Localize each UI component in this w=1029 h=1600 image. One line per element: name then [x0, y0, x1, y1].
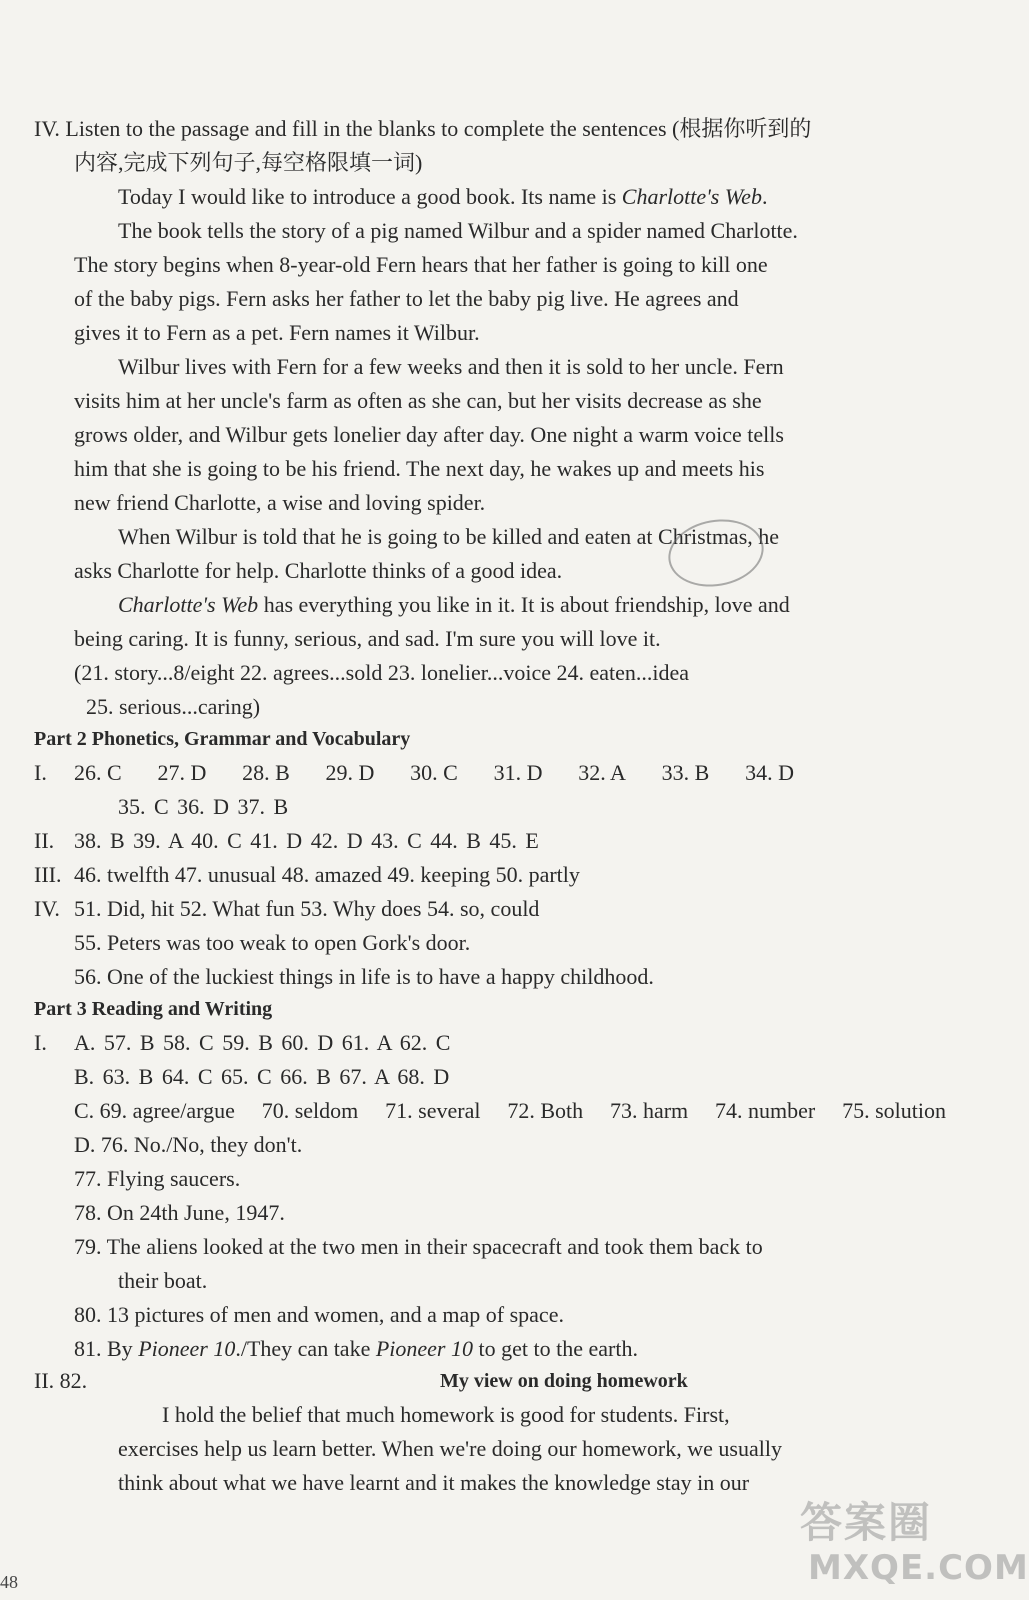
part2-iv-line2: 55. Peters was too weak to open Gork's door.	[74, 930, 471, 955]
part2-ii-line: 38. B 39. A 40. C 41. D 42. D 43. C 44. B 45. E	[74, 828, 539, 853]
part2-i-line1: 26. C 27. D 28. B 29. D 30. C 31. D 32. A 33. B 34. D	[74, 760, 794, 785]
part3-d-line: D. 76. No./No, they don't.	[74, 1132, 303, 1157]
essay-line-1: I hold the belief that much homework is good for students. First,	[162, 1402, 730, 1427]
site-logo: 答案圈 MXQE.COM	[800, 1498, 1029, 1588]
answer-77: 77. Flying saucers.	[74, 1166, 241, 1191]
passage-line-9: him that she is going to be his friend. The next day, he wakes up and meets his	[74, 456, 765, 481]
section-iv-instruction-line1: IV. Listen to the passage and fill in the blanks to complete the sentences (根据你听到的	[34, 116, 812, 141]
answers-iv-line1: (21. story...8/eight 22. agrees...sold 23. lonelier...voice 24. eaten...idea	[74, 660, 690, 685]
answer-79-line2: their boat.	[118, 1268, 208, 1293]
part3-ii-label: II. 82.	[34, 1368, 88, 1393]
part2-ii-label: II.	[34, 828, 55, 853]
part3-a-line: A. 57. B 58. C 59. B 60. D 61. A 62. C	[74, 1030, 451, 1055]
part2-i-line2: 35. C 36. D 37. B	[118, 794, 289, 819]
page-number: 48	[0, 1572, 18, 1592]
part3-i-label: I.	[34, 1030, 47, 1055]
part3-b-line: B. 63. B 64. C 65. C 66. B 67. A 68. D	[74, 1064, 450, 1089]
book-title: Charlotte's Web	[118, 592, 259, 617]
answer-80: 80. 13 pictures of men and women, and a map of space.	[74, 1302, 564, 1327]
essay-title: My view on doing homework	[440, 1370, 688, 1392]
part2-iv-line1: 51. Did, hit 52. What fun 53. Why does 54. so, could	[74, 896, 540, 921]
book-title: Charlotte's Web	[621, 184, 762, 209]
passage-line-2: The book tells the story of a pig named Wilbur and a spider named Charlotte.	[118, 218, 798, 243]
essay-line-2: exercises help us learn better. When we're doing our homework, we usually	[118, 1436, 782, 1461]
answers-iv-line2: 25. serious...caring)	[86, 694, 261, 719]
passage-line-11: When Wilbur is told that he is going to be killed and eaten at Christmas, he	[118, 524, 780, 549]
part3-c-line: C. 69. agree/argue 70. seldom 71. several 72. Both 73. harm 74. number 75. solution	[74, 1098, 946, 1123]
passage-line-7: visits him at her uncle's farm as often as she can, but her visits decrease as she	[74, 388, 762, 413]
part3-heading: Part 3 Reading and Writing	[34, 998, 273, 1020]
passage-line-13: Charlotte's Web has everything you like in it. It is about friendship, love and	[118, 592, 790, 617]
part2-iv-label: IV.	[34, 896, 60, 921]
passage-line-14: being caring. It is funny, serious, and sad. I'm sure you will love it.	[74, 626, 661, 651]
passage-line-4: of the baby pigs. Fern asks her father to let the baby pig live. He agrees and	[74, 286, 739, 311]
answer-81: 81. By Pioneer 10./They can take Pioneer 10 to get to the earth.	[74, 1336, 638, 1361]
passage-line-12: asks Charlotte for help. Charlotte thinks of a good idea.	[74, 558, 563, 583]
essay-line-3: think about what we have learnt and it makes the knowledge stay in our	[118, 1470, 750, 1495]
part2-iii-label: III.	[34, 862, 62, 887]
part2-iv-line3: 56. One of the luckiest things in life is to have a happy childhood.	[74, 964, 654, 989]
passage-line-8: grows older, and Wilbur gets lonelier day after day. One night a warm voice tells	[74, 422, 784, 447]
passage-line-1: Today I would like to introduce a good book. Its name is Charlotte's Web.	[118, 184, 768, 209]
part2-heading: Part 2 Phonetics, Grammar and Vocabulary	[34, 728, 411, 750]
passage-line-3: The story begins when 8-year-old Fern hears that her father is going to kill one	[74, 252, 768, 277]
section-iv-instruction-line2: 内容,完成下列句子,每空格限填一词)	[74, 150, 423, 175]
passage-line-6: Wilbur lives with Fern for a few weeks and then it is sold to her uncle. Fern	[118, 354, 784, 379]
passage-line-10: new friend Charlotte, a wise and loving spider.	[74, 490, 486, 515]
part2-iii-line: 46. twelfth 47. unusual 48. amazed 49. keeping 50. partly	[74, 862, 580, 887]
answer-78: 78. On 24th June, 1947.	[74, 1200, 285, 1225]
passage-line-5: gives it to Fern as a pet. Fern names it Wilbur.	[74, 320, 480, 345]
answer-79-line1: 79. The aliens looked at the two men in their spacecraft and took them back to	[74, 1234, 763, 1259]
part2-i-label: I.	[34, 760, 47, 785]
